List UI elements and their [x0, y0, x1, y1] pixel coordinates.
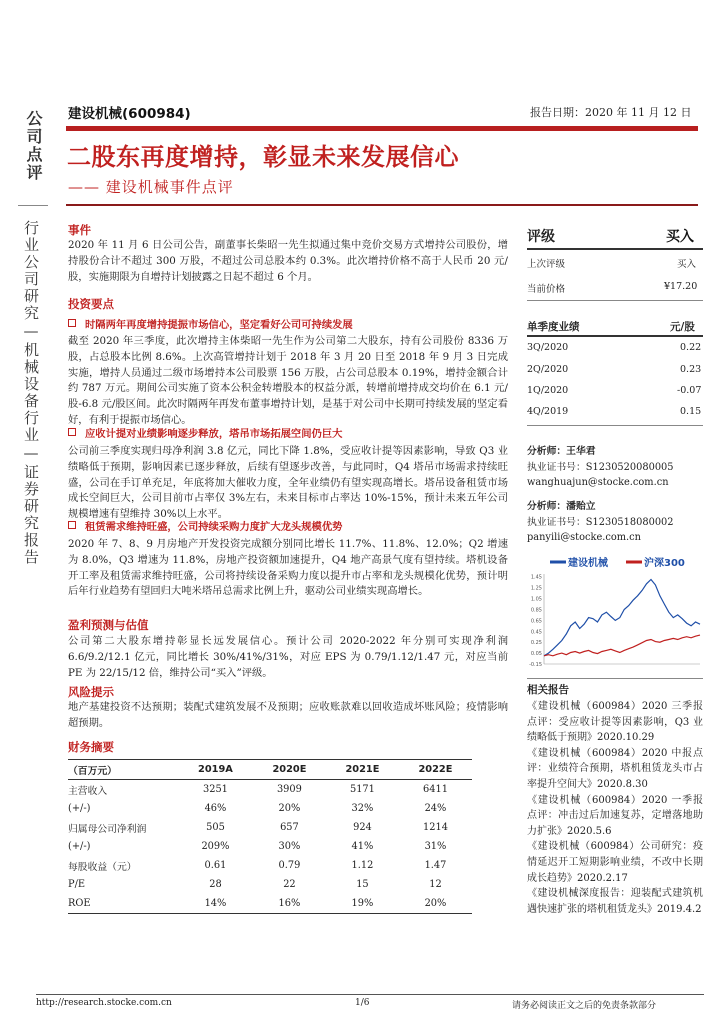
side-label-report-type: 公司点评 [24, 110, 43, 182]
analyst-2-cert: 执业证书号：S1230518080002 [527, 516, 674, 528]
rating-bottom-rule [527, 300, 703, 301]
table-row: (+/-) 209% 30% 41% 31% [68, 841, 447, 852]
header-red-bar [66, 126, 698, 131]
y-tick-label: 1.45 [530, 574, 542, 581]
table-row: 主营收入 3251 3909 5171 6411 [68, 784, 448, 797]
current-price-label: 当前价格 [527, 284, 566, 295]
rating-label: 评级 [527, 229, 555, 245]
forecast-heading: 盈利预测与估值 [68, 618, 149, 632]
risk-heading: 风险提示 [68, 685, 114, 699]
footer-disclaimer: 请务必阅读正文之后的免责条款部分 [512, 1001, 657, 1011]
analyst-2-email[interactable]: panyili@stocke.com.cn [527, 532, 641, 543]
eps-q3-label: 1Q/2020 [527, 385, 569, 396]
table-row: (+/-) 46% 20% 32% 24% [68, 803, 447, 814]
y-tick-label: 0.45 [530, 629, 542, 636]
invest-point-3-title: 租赁需求维持旺盛，公司持续采购力度扩大龙头规模优势 [68, 520, 342, 534]
related-list [527, 699, 703, 917]
bullet-box [68, 428, 76, 436]
footer-rule [36, 994, 704, 995]
y-tick-label: -0.15 [529, 662, 542, 668]
page-title: 二股东再度增持，彰显未来发展信心 [67, 143, 459, 171]
invest-point-2-title: 应收计提对业绩影响逐步释放，塔吊市场拓展空间仍巨大 [68, 427, 342, 441]
analyst-2 [527, 499, 674, 546]
chart-bottom-rule [527, 678, 703, 679]
report-date: 报告日期：2020 年 11 月 12 日 [530, 106, 692, 119]
financials-table [68, 759, 472, 914]
title-rule [66, 204, 698, 206]
event-text: 2020 年 11 月 6 日公司公告，副董事长柴昭一先生拟通过集中竞价交易方式增持公司股份，增持股份合计不超过 300 万股，不超过公司总股本约 0.3%。此次增持价格不高于人民币 20 元/股，实施期限为自增持计划披露之日起不超过 6 个月。 [68, 239, 508, 283]
current-price-value: ¥17.20 [664, 281, 698, 292]
eps-bottom-rule [527, 425, 703, 426]
y-tick-label: 1.25 [530, 585, 542, 592]
eps-unit: 元/股 [670, 321, 695, 333]
table-row: 每股收益（元） 0.61 0.79 1.12 1.47 [68, 860, 447, 873]
eps-label: 单季度业绩 [527, 321, 580, 333]
eps-q1-value: 0.22 [680, 342, 702, 353]
footer-page-number: 1/6 [355, 998, 370, 1008]
company-ticker: 建设机械(600984) [68, 106, 191, 122]
table-row: ROE 14% 16% 19% 20% [68, 894, 472, 914]
page-subtitle: —— 建设机械事件点评 [68, 178, 234, 196]
analyst-1-cert: 执业证书号：S1230520080005 [527, 461, 674, 473]
invest-point-3-text: 2020 年 7、8、9 月房地产开发投资完成额分别同比增长 11.7%、11.8%、12.0%；Q2 增速为 8.0%，Q3 增速为 11.8%，房地产投资额加速提升，Q4 地产高景气度有望持续。塔机设备开工率及租赁需求维持旺盛，公司将持续设备采购力度以提升市占率和龙头规模化优势，预计明后年行业趋势有望回归大吨米塔吊总需求比例上升，驱动公司业绩实现高增长。 [68, 538, 508, 598]
financials-heading: 财务摘要 [68, 740, 114, 754]
eps-q2-label: 2Q/2020 [527, 364, 569, 375]
analyst-1 [527, 444, 674, 491]
y-tick-label: 1.05 [530, 596, 542, 603]
table-row: 归属母公司净利润 505 657 924 1214 [68, 822, 448, 835]
list-item[interactable]: 《建设机械（600984）2020 三季报点评：受应收计提等因素影响，Q3 业绩略低于预期》2020.10.29 [527, 701, 703, 744]
bullet-box [68, 319, 76, 327]
y-tick-label: 0.05 [530, 651, 542, 658]
fin-col-2022: 2022E [418, 764, 453, 775]
fin-col-2020: 2020E [272, 764, 307, 775]
side-divider [18, 205, 48, 206]
rating-rule [527, 248, 703, 250]
prev-rating-label: 上次评级 [527, 259, 566, 270]
forecast-text: 公司第二大股东增持彰显长远发展信心。预计公司 2020-2022 年分别可实现净利润 6.6/9.2/12.1 亿元，同比增长 30%/41%/31%，对应 EPS 为 0.79/1.12/1.47 元，对应当前 PE 为 22/15/12 倍，维持公司“买入”评级。 [68, 635, 508, 679]
footer-url[interactable]: http://research.stocke.com.cn [36, 998, 172, 1008]
series-line-stock [544, 580, 700, 656]
y-tick-label: 0.25 [530, 640, 542, 647]
list-item[interactable]: 《建设机械深度报告：迎装配式建筑机遇快速扩张的塔机租赁龙头》2019.4.2 [527, 888, 703, 915]
stock-price-chart [522, 552, 706, 674]
prev-rating-value: 买入 [677, 259, 697, 270]
side-label-category: 行业公司研究—机械设备行业—证券研究报告 [22, 220, 40, 566]
legend-label-index: 沪深300 [644, 558, 685, 569]
related-heading: 相关报告 [527, 684, 569, 696]
table-row: P/E 28 22 15 12 [68, 879, 442, 890]
fin-col-unit: （百万元） [68, 765, 117, 777]
invest-point-1-title: 时隔两年再度增持提振市场信心，坚定看好公司可持续发展 [68, 318, 353, 332]
invest-heading: 投资要点 [68, 297, 114, 311]
y-tick-label: 0.85 [530, 607, 542, 614]
analyst-2-name: 分析师：潘贻立 [527, 501, 596, 512]
list-item[interactable]: 《建设机械（600984）2020 一季报点评：冲击过后加速复苏，定增落地助力扩张》2020.5.6 [527, 794, 703, 837]
invest-point-2-text: 公司前三季度实现归母净利润 3.8 亿元，同比下降 1.8%，受应收计提等因素影响，导致 Q3 业绩略低于预期，影响因素已逐步释放，后续有望逐步改善，与此同时，Q4 塔吊市场需求持续旺盛，公司在手订单充足，年底将加大催收力度，全年业绩仍有望实现高增长。塔吊设备租赁市场成长空间巨大，公司目前市占率仅 3%左右，未来目标市占率达 10%-15%，预计未来五年公司规模增速有望维持 30%以上水平。 [68, 445, 508, 521]
legend-label-stock: 建设机械 [568, 558, 608, 569]
analyst-1-email[interactable]: wanghuajun@stocke.com.cn [527, 477, 669, 488]
invest-point-1-text: 截至 2020 年三季度，此次增持主体柴昭一先生作为公司第二大股东，持有公司股份 8336 万股，占总股本比例 8.6%。上次高管增持计划于 2018 年 3 月 20 日至 2018 年 9 月 3 日完成实施，增持人员通过二级市场增持本公司股票 156 万股，占公司总股本 0.19%，增持金额合计约 787 万元。期间公司实施了资本公积金转增股本的权益分派，转增前增持成交均价在 6.1 元/股-6.8 元/股区间。此次时隔两年再发布董事增持计划，是基于对公司中长期可持续发展的坚定看好，有利于提振市场信心。 [68, 335, 508, 426]
fin-col-2019: 2019A [198, 764, 233, 775]
eps-q4-label: 4Q/2019 [527, 406, 569, 417]
eps-q2-value: 0.23 [680, 364, 702, 375]
risk-text: 地产基建投资不达预期；装配式建筑发展不及预期；应收账款难以回收造成坏账风险；疫情影响超预期。 [68, 701, 508, 729]
analyst-1-name: 分析师：王华君 [527, 446, 596, 457]
bullet-box [68, 521, 76, 529]
event-heading: 事件 [68, 223, 91, 237]
series-line-index [544, 635, 700, 656]
eps-rule [527, 335, 703, 337]
eps-q3-value: -0.07 [677, 385, 702, 396]
eps-q1-label: 3Q/2020 [527, 342, 569, 353]
list-item[interactable]: 《建设机械（600984）2020 中报点评：业绩符合预期，塔机租赁龙头市占率提升空间大》2020.8.30 [527, 747, 703, 790]
eps-q4-value: 0.15 [680, 406, 702, 417]
y-tick-label: 0.65 [530, 618, 542, 625]
rating-value: 买入 [666, 229, 694, 245]
fin-col-2021: 2021E [345, 764, 380, 775]
list-item[interactable]: 《建设机械（600984）公司研究：疫情延迟开工短期影响业绩，不改中长期成长趋势》2020.2.17 [527, 841, 703, 884]
